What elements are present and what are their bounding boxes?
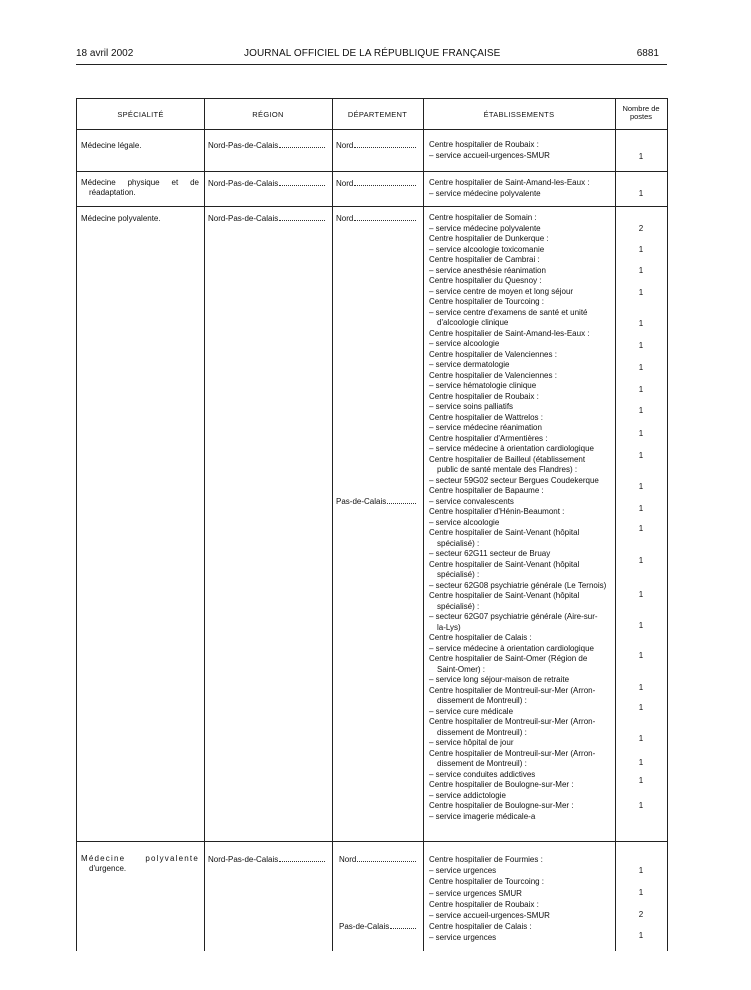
etablissement-line: Centre hospitalier du Quesnoy :	[429, 276, 542, 285]
column-divider	[615, 99, 616, 951]
etablissement-line: public de santé mentale des Flandres) :	[437, 465, 578, 474]
etablissement-line: – service urgences SMUR	[429, 888, 522, 898]
etablissement-line: spécialisé) :	[437, 601, 480, 611]
etablissement-line: – service soins palliatifs	[429, 402, 514, 411]
row1-specialite: Médecine légale.	[81, 141, 142, 150]
etablissement-line: – service hématologie clinique	[429, 381, 537, 390]
etablissement-line: Centre hospitalier de Saint-Venant (hôpital	[429, 528, 580, 537]
etablissement-line: Centre hospitalier de Saint-Venant (hôpital	[429, 591, 580, 600]
etablissement-line: – service centre de moyen et long séjour	[429, 286, 574, 296]
etablissement-line: Centre hospitalier de Tourcoing :	[429, 297, 545, 306]
etablissement-line: Centre hospitalier de Tourcoing :	[429, 877, 545, 887]
row2-region: Nord-Pas-de-Calais	[208, 178, 325, 189]
column-divider	[332, 99, 333, 951]
row4-departement-nord: Nord	[339, 854, 416, 865]
postes-count: 1	[638, 801, 644, 810]
postes-count: 1	[638, 590, 644, 599]
row1-region: Nord-Pas-de-Calais	[208, 140, 325, 151]
row-divider	[77, 206, 667, 207]
row1-etablissements: Centre hospitalier de Roubaix : – service accueil-urgences-SMUR	[429, 140, 550, 160]
etablissement-line: – service addictologie	[429, 790, 506, 800]
etablissement-line: – service long séjour-maison de retraite	[429, 675, 570, 684]
etablissement-line: dissement de Montreuil) :	[437, 696, 527, 705]
row1-departement: Nord	[336, 140, 416, 151]
row4-etablissements	[429, 854, 615, 944]
positions-table	[76, 98, 668, 951]
column-divider	[204, 99, 205, 951]
postes-count: 1	[638, 266, 644, 275]
etablissement-line: – secteur 62G08 psychiatrie générale (Le Ternois)	[429, 580, 607, 590]
header-title: JOURNAL OFFICIEL DE LA RÉPUBLIQUE FRANÇAISE	[244, 48, 501, 59]
etablissement-line: spécialisé) :	[437, 570, 480, 579]
postes-count: 1	[638, 363, 644, 372]
postes-count: 1	[638, 451, 644, 460]
etablissement-line: – service alcoologie toxicomanie	[429, 244, 545, 254]
row-divider	[77, 171, 667, 172]
column-divider	[423, 99, 424, 951]
etablissement-line: Centre hospitalier de Valenciennes :	[429, 349, 557, 359]
etablissement-line: Centre hospitalier de Roubaix :	[429, 899, 539, 909]
etablissement-line: Saint-Omer) :	[437, 664, 486, 674]
etablissement-line: Centre hospitalier d'Hénin-Beaumont :	[429, 507, 565, 516]
postes-count: 1	[638, 341, 644, 350]
etablissement-line: Centre hospitalier de Bapaume :	[429, 486, 544, 495]
etablissement-line: – service accueil-urgences-SMUR	[429, 911, 550, 921]
header-departement: DÉPARTEMENT	[347, 110, 408, 119]
etablissement-line: dissement de Montreuil) :	[437, 759, 527, 768]
etablissement-line: – service cure médicale	[429, 706, 514, 716]
etablissement-line: Centre hospitalier de Bailleul (établissement	[429, 454, 586, 464]
postes-count: 1	[638, 621, 644, 630]
postes-count: 1	[638, 385, 644, 394]
row-divider	[77, 129, 667, 130]
postes-count: 1	[638, 683, 644, 692]
etablissement-line: Centre hospitalier de Calais :	[429, 633, 532, 642]
header-rule	[76, 64, 667, 65]
postes-count: 1	[638, 776, 644, 785]
row1-count: 1	[638, 152, 644, 161]
etablissement-line: Centre hospitalier de Valenciennes :	[429, 370, 557, 380]
etablissement-line: Centre hospitalier de Saint-Venant (hôpital	[429, 559, 580, 569]
etablissement-line: Centre hospitalier d'Armentières :	[429, 433, 548, 443]
etablissement-line: – service centre d'examens de santé et unité	[429, 307, 588, 317]
header-nombre-postes	[615, 105, 667, 121]
etablissement-line: – service urgences	[429, 933, 497, 943]
etablissement-line: spécialisé) :	[437, 538, 480, 548]
postes-count: 1	[638, 482, 644, 491]
etablissement-line: – service dermatologie	[429, 360, 510, 369]
etablissement-line: Centre hospitalier de Roubaix :	[429, 391, 539, 401]
etablissement-line: – service hôpital de jour	[429, 738, 514, 747]
etablissement-line: – service urgences	[429, 866, 497, 876]
etablissement-line: Centre hospitalier de Montreuil-sur-Mer (Arron-	[429, 685, 596, 695]
etablissement-line: d'alcoologie clinique	[437, 318, 509, 327]
postes-count: 1	[638, 429, 644, 438]
etablissement-line: Centre hospitalier de Cambrai :	[429, 255, 540, 264]
row3-specialite: Médecine polyvalente.	[81, 214, 161, 223]
row2-count: 1	[638, 189, 644, 198]
postes-count: 1	[638, 734, 644, 743]
etablissement-line: – service imagerie médicale-a	[429, 811, 536, 821]
etablissement-line: dissement de Montreuil) :	[437, 727, 527, 737]
etablissement-line: – service alcoologie	[429, 339, 500, 348]
postes-count: 2	[638, 224, 644, 233]
header-nombre-postes-line1: Nombre de	[622, 104, 660, 113]
etablissement-line: – service convalescents	[429, 496, 514, 506]
postes-count: 1	[638, 866, 644, 875]
etablissement-line: – service médecine à orientation cardiologique	[429, 444, 594, 453]
etablissement-line: Centre hospitalier de Calais :	[429, 922, 532, 932]
etablissement-line: la-Lys)	[437, 622, 461, 632]
etablissement-line: – service médecine polyvalente	[429, 223, 541, 233]
etablissement-line: Centre hospitalier de Saint-Amand-les-Eaux :	[429, 328, 590, 338]
etablissement-line: – service alcoologie	[429, 517, 500, 527]
etablissement-line: Centre hospitalier de Dunkerque :	[429, 234, 549, 243]
header-date: 18 avril 2002	[76, 48, 134, 59]
etablissement-line: Centre hospitalier de Montreuil-sur-Mer (Arron-	[429, 717, 596, 726]
etablissement-line: Centre hospitalier de Fourmies :	[429, 855, 543, 864]
etablissement-line: – service anesthésie réanimation	[429, 265, 546, 275]
etablissement-line: – secteur 62G11 secteur de Bruay	[429, 549, 551, 558]
row3-departement-pas-de-calais: Pas-de-Calais	[336, 496, 416, 507]
etablissement-line: – service conduites addictives	[429, 769, 536, 779]
etablissement-line: Centre hospitalier de Boulogne-sur-Mer :	[429, 801, 574, 810]
postes-count: 1	[638, 556, 644, 565]
header-region: RÉGION	[252, 110, 284, 119]
etablissement-line: Centre hospitalier de Boulogne-sur-Mer :	[429, 780, 574, 789]
postes-count: 1	[638, 245, 644, 254]
row3-region: Nord-Pas-de-Calais	[208, 213, 325, 224]
header-page-number: 6881	[636, 48, 659, 59]
postes-count: 1	[638, 931, 644, 940]
row3-departement-nord: Nord	[336, 213, 416, 224]
etablissement-line: Centre hospitalier de Somain :	[429, 213, 537, 222]
row3-etablissements	[429, 213, 615, 822]
etablissement-line: – service médecine réanimation	[429, 423, 542, 432]
etablissement-line: Centre hospitalier de Montreuil-sur-Mer (Arron-	[429, 748, 596, 758]
header-specialite: SPÉCIALITÉ	[117, 110, 164, 119]
postes-count: 1	[638, 319, 644, 328]
etablissement-line: Centre hospitalier de Saint-Omer (Région de	[429, 654, 588, 663]
row-divider	[77, 841, 667, 842]
row4-region: Nord-Pas-de-Calais	[208, 854, 325, 865]
postes-count: 1	[638, 288, 644, 297]
row4-departement-pas-de-calais: Pas-de-Calais	[339, 921, 416, 932]
etablissement-line: Centre hospitalier de Wattrelos :	[429, 412, 543, 422]
postes-count: 1	[638, 524, 644, 533]
postes-count: 1	[638, 406, 644, 415]
etablissement-line: – secteur 62G07 psychiatrie générale (Aire-sur-	[429, 612, 598, 621]
postes-count: 1	[638, 504, 644, 513]
postes-count: 2	[638, 910, 644, 919]
row2-etablissements: Centre hospitalier de Saint-Amand-les-Eaux : – service médecine polyvalente	[429, 178, 590, 198]
postes-count: 1	[638, 703, 644, 712]
postes-count: 1	[638, 888, 644, 897]
row2-specialite: Médecine physique et de réadaptation.	[81, 178, 199, 197]
postes-count: 1	[638, 758, 644, 767]
postes-count: 1	[638, 651, 644, 660]
etablissement-line: – service médecine à orientation cardiologique	[429, 643, 594, 653]
etablissement-line: – secteur 59G02 secteur Bergues Coudekerque	[429, 475, 599, 485]
row4-specialite: Médecine polyvalente d'urgence.	[81, 854, 199, 873]
header-nombre-postes-line2: postes	[629, 112, 653, 121]
header-etablissements: ÉTABLISSEMENTS	[483, 110, 555, 119]
row2-departement: Nord	[336, 178, 416, 189]
